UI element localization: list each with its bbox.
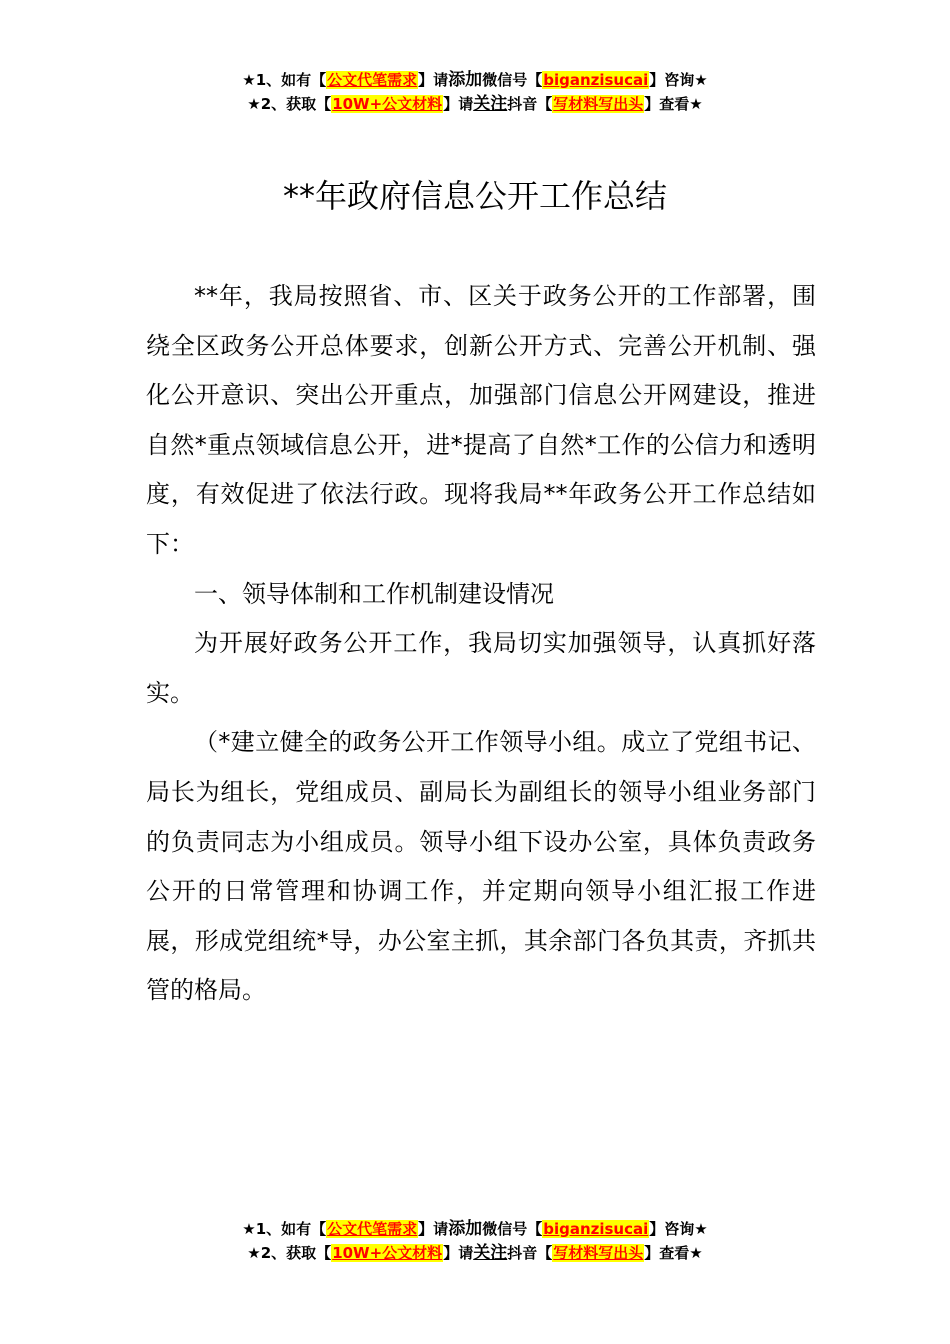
paragraph-intro: **年，我局按照省、市、区关于政务公开的工作部署，围绕全区政务公开总体要求，创新公开方式、完善公开机制、强化公开意识、突出公开重点，加强部门信息公开网建设，推进自然*重点领域信息公开，进*提高了自然*工作的公信力和透明度，有效促进了依法行政。现将我局**年政务公开工作总结如下： — [146, 282, 816, 558]
paragraph-leadership: 为开展好政务公开工作，我局切实加强领导，认真抓好落实。 — [146, 629, 816, 707]
highlight-service: 公文代笔需求 — [327, 71, 418, 89]
document-body — [146, 272, 816, 1016]
highlight-service: 公文代笔需求 — [327, 1220, 418, 1238]
highlight-douyin-account: 写材料写出头 — [553, 95, 644, 113]
paragraph-leading-group: （*建立健全的政务公开工作领导小组。成立了党组书记、局长为组长，党组成员、副局长为副组长的领导小组业务部门的负责同志为小组成员。领导小组下设办公室，具体负责政务公开的日常管理和协调工作，并定期向领导小组汇报工作进展，形成党组统*导，办公室主抓，其余部门各负其责，齐抓共管的格局。 — [146, 728, 816, 1005]
banner-line-1: ★1、如有【公文代笔需求】请添加微信号【biganzisucai】咨询★ — [242, 1219, 708, 1239]
highlight-materials: 10W+公文材料 — [332, 1244, 443, 1262]
highlight-wechat-id: biganzisucai — [543, 71, 649, 89]
highlight-materials: 10W+公文材料 — [332, 95, 443, 113]
document-title: **年政府信息公开工作总结 — [282, 177, 667, 215]
highlight-douyin-account: 写材料写出头 — [553, 1244, 644, 1262]
banner-line-1: ★1、如有【公文代笔需求】请添加微信号【biganzisucai】咨询★ — [242, 70, 708, 90]
footer-banner — [0, 1217, 950, 1265]
banner-line-2: ★2、获取【10W+公文材料】请关注抖音【写材料写出头】查看★ — [247, 1243, 703, 1263]
banner-line-2: ★2、获取【10W+公文材料】请关注抖音【写材料写出头】查看★ — [247, 94, 703, 114]
header-banner — [0, 68, 950, 116]
section-heading-1: 一、领导体制和工作机制建设情况 — [194, 579, 554, 608]
highlight-wechat-id: biganzisucai — [543, 1220, 649, 1238]
